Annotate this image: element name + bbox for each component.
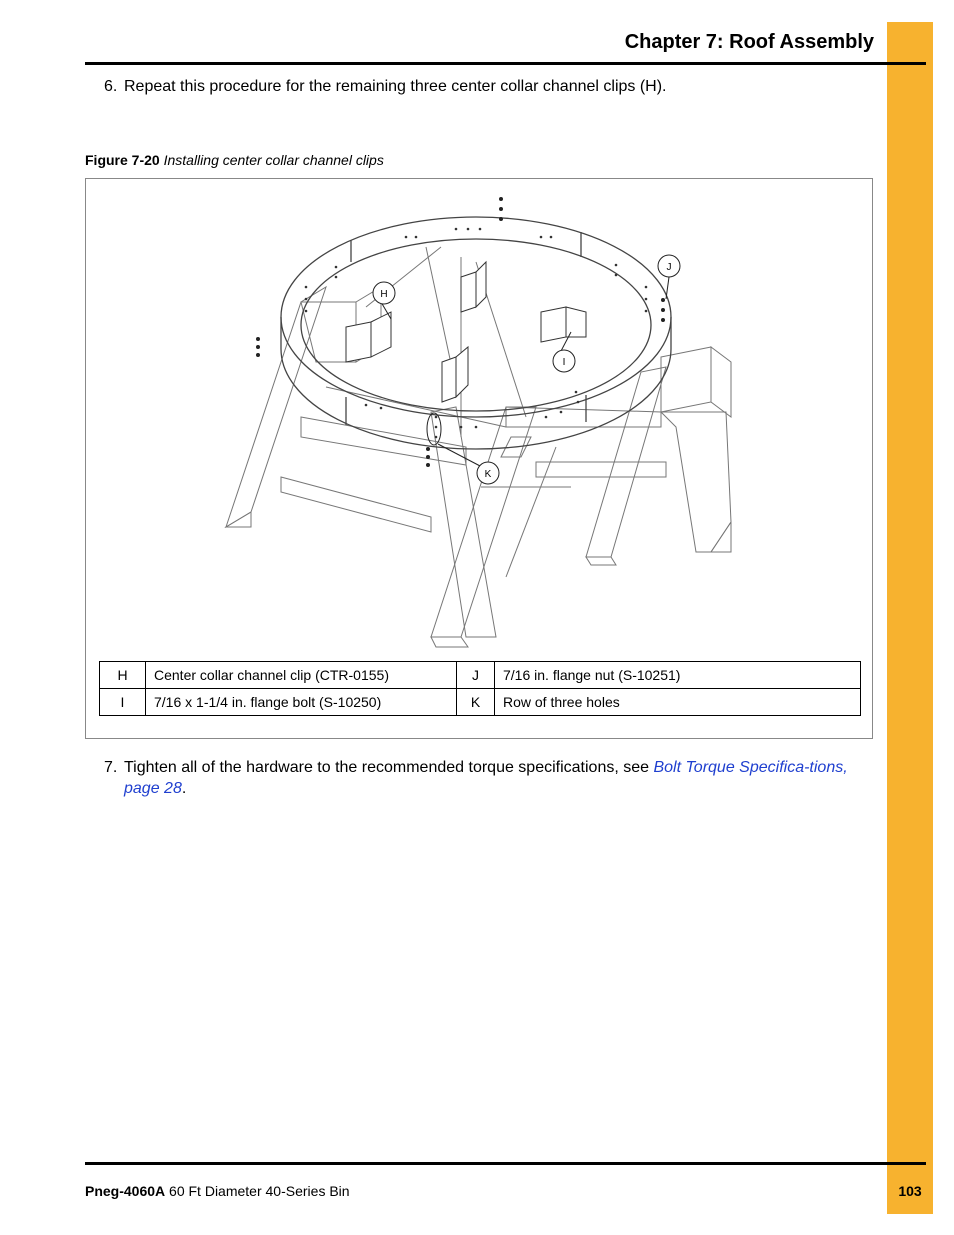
collar-assembly-illustration bbox=[206, 187, 746, 652]
legend-row bbox=[100, 662, 861, 689]
figure-legend-table bbox=[99, 661, 861, 716]
step-text-before: Tighten all of the hardware to the recommended torque specifications, see bbox=[124, 759, 654, 776]
chapter-side-tab bbox=[887, 22, 933, 1214]
document-code: Pneg-4060A bbox=[85, 1183, 166, 1199]
stand-frame bbox=[226, 247, 731, 647]
legend-description: 7/16 x 1-1/4 in. flange bolt (S-10250) bbox=[146, 689, 457, 716]
chapter-title: Chapter 7: Roof Assembly bbox=[624, 31, 874, 53]
figure-title: Installing center collar channel clips bbox=[163, 152, 384, 168]
legend-key: I bbox=[100, 689, 146, 716]
figure-callouts bbox=[373, 255, 680, 484]
footer-document-info bbox=[85, 1183, 350, 1199]
page-number: 103 bbox=[898, 1183, 922, 1199]
step-number: 6. bbox=[104, 78, 118, 95]
header-rule bbox=[85, 62, 926, 65]
step-text: Repeat this procedure for the remaining three center collar channel clips (H). bbox=[124, 78, 667, 95]
callout-i-label: I bbox=[562, 357, 566, 368]
legend-description: Center collar channel clip (CTR-0155) bbox=[146, 662, 457, 689]
callout-k-label: K bbox=[484, 469, 492, 480]
legend-key: J bbox=[457, 662, 495, 689]
document-title: 60 Ft Diameter 40-Series Bin bbox=[169, 1183, 350, 1199]
legend-description: Row of three holes bbox=[495, 689, 861, 716]
step-number: 7. bbox=[104, 759, 118, 776]
footer-rule bbox=[85, 1162, 926, 1165]
legend-key: K bbox=[457, 689, 495, 716]
step-text bbox=[124, 757, 864, 799]
figure-box bbox=[85, 178, 873, 739]
center-collar-ring bbox=[281, 217, 671, 449]
step-text-after: . bbox=[181, 780, 187, 797]
callout-j-label: J bbox=[666, 262, 672, 273]
figure-label: Figure 7-20 bbox=[85, 152, 160, 168]
callout-h-label: H bbox=[380, 289, 388, 300]
legend-key: H bbox=[100, 662, 146, 689]
bolt-torque-link[interactable]: Bolt Torque Specifica-tions, page 28 bbox=[124, 759, 848, 797]
figure-caption bbox=[85, 152, 384, 168]
legend-description: 7/16 in. flange nut (S-10251) bbox=[495, 662, 861, 689]
legend-row bbox=[100, 689, 861, 716]
